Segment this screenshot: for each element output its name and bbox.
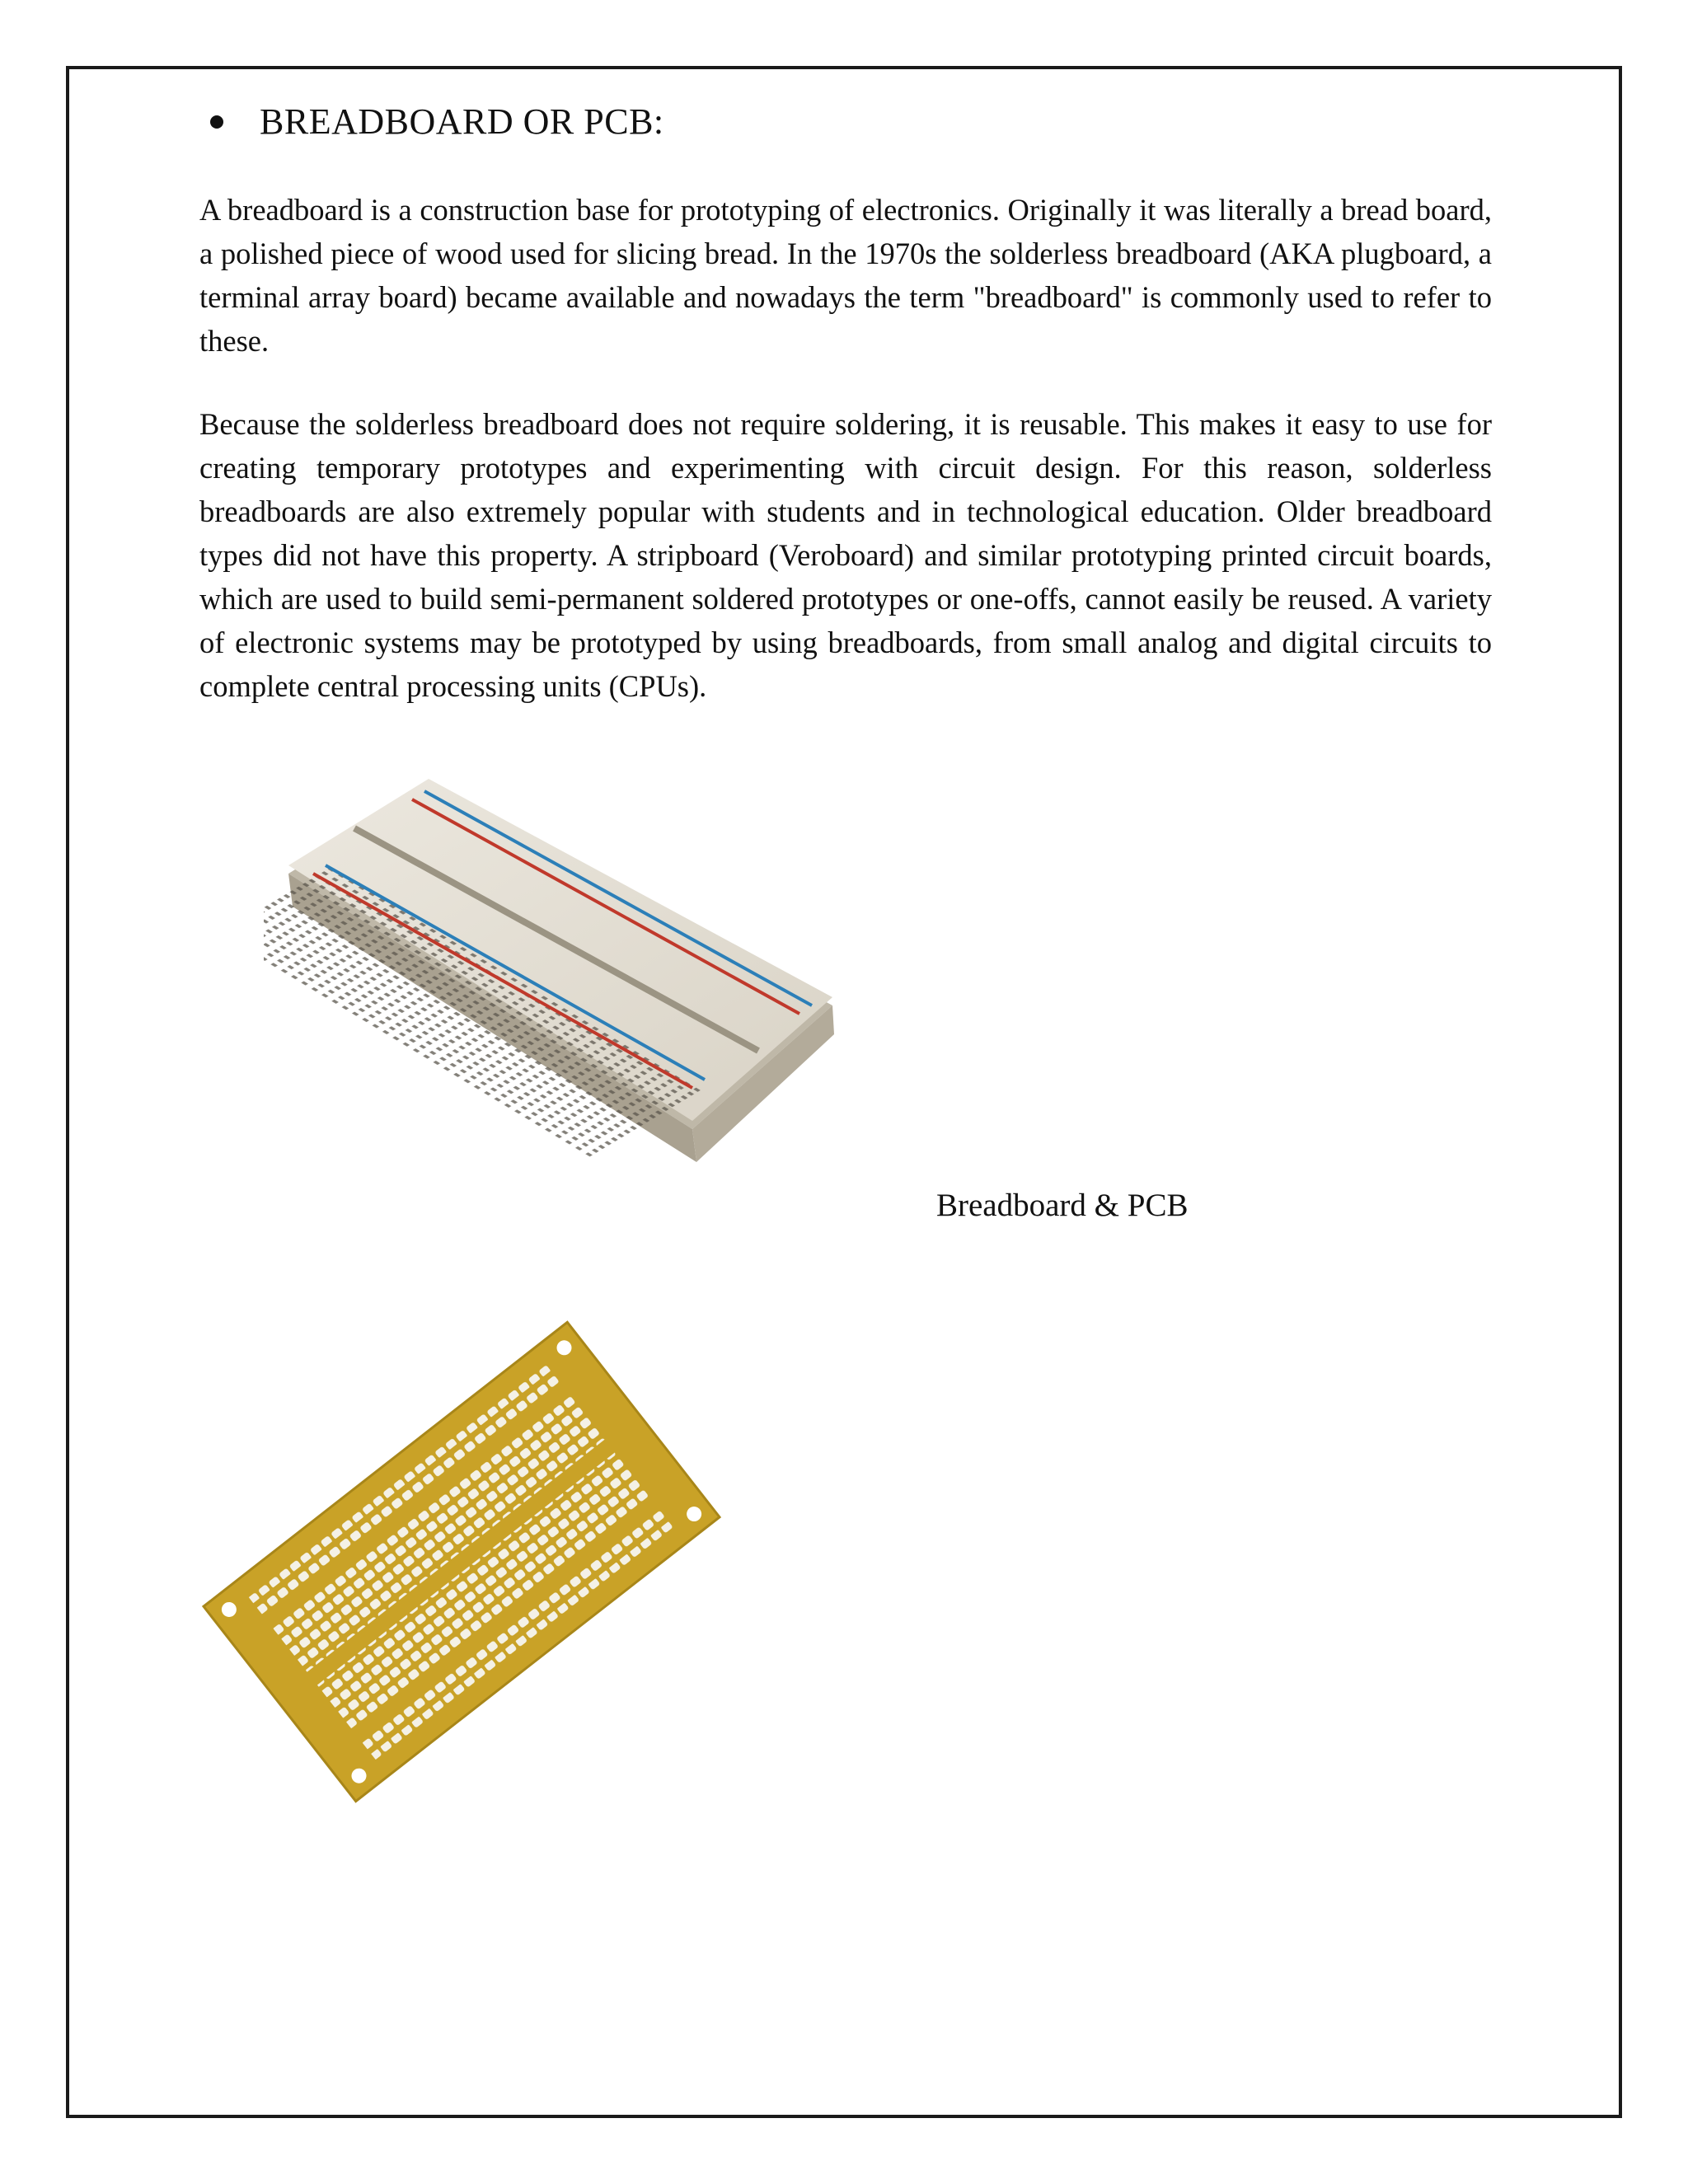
bullet-icon: [210, 115, 223, 129]
breadboard-pcb-image: [190, 1298, 734, 1825]
figure-caption: Breadboard & PCB: [936, 1188, 1189, 1223]
paragraph-solderless-breadboard: Because the solderless breadboard does not require soldering, it is reusable. This makes it easy to use for creating temporary prototypes and experimenting with circuit design. For this reason, solderless breadboards are also extremely popular with students and in technological education. Older breadboard types did not have this property. A stripboard (Veroboard) and similar prototyping printed circuit boards, which are used to build semi-permanent soldered prototypes or one-offs, cannot easily be reused. A variety of electronic systems may be prototyped by using breadboards, from small analog and digital circuits to complete central processing units (CPUs).: [199, 407, 1492, 703]
section-heading: [210, 101, 664, 143]
section-heading-text: BREADBOARD OR PCB:: [260, 101, 664, 142]
solderless-breadboard-image: [264, 742, 857, 1203]
paragraph-breadboard-intro: A breadboard is a construction base for prototyping of electronics. Originally it was literally a bread board, a polished piece of wood used for slicing bread. In the 1970s the solderless breadboard (AKA plugboard, a terminal array board) became available and nowadays the term "breadboard" is commonly used to refer to these.: [199, 193, 1492, 358]
